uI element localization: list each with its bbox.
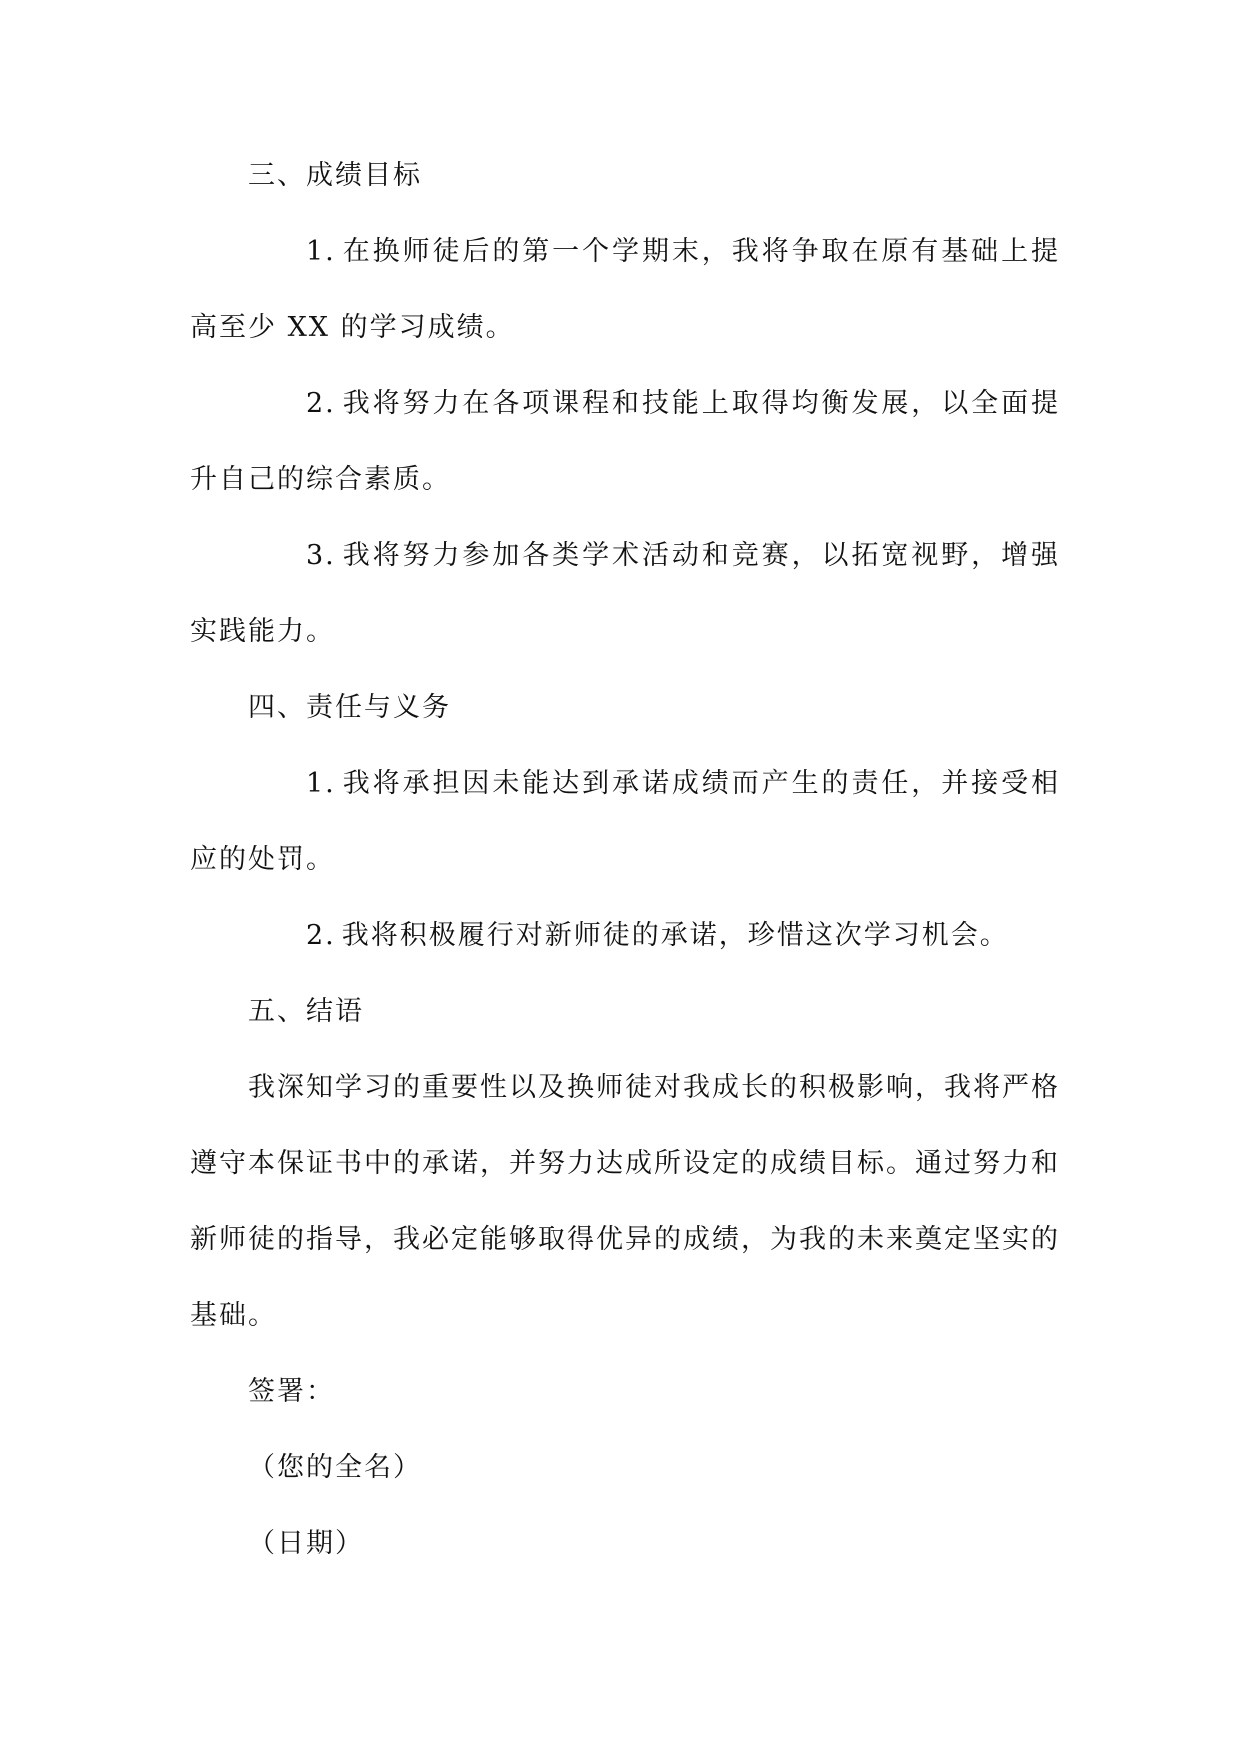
- item-text: 我将努力在各项课程和技能上取得均衡发展，以全面提升自己的综合素质。: [190, 388, 1060, 495]
- section-3-item-2: [190, 366, 1060, 518]
- signature-label: 签署：: [248, 1376, 335, 1407]
- item-number: 1.: [306, 236, 336, 267]
- item-number: 2.: [306, 388, 336, 419]
- section-4-item-2: [190, 898, 1060, 974]
- item-text: 我将承担因未能达到承诺成绩而产生的责任，并接受相应的处罚。: [190, 768, 1060, 875]
- item-number: 2.: [306, 920, 336, 951]
- section-5-heading: 五、结语: [248, 996, 364, 1027]
- item-text: 在换师徒后的第一个学期末，我将争取在原有基础上提高至少 XX 的学习成绩。: [190, 236, 1060, 343]
- name-placeholder: （您的全名）: [248, 1452, 422, 1483]
- item-number: 3.: [306, 540, 336, 571]
- document-body: [190, 138, 1060, 1582]
- item-text: 我将努力参加各类学术活动和竞赛，以拓宽视野，增强实践能力。: [190, 540, 1060, 647]
- date-placeholder: （日期）: [248, 1528, 364, 1559]
- item-number: 1.: [306, 768, 336, 799]
- section-4-item-1: [190, 746, 1060, 898]
- section-3-heading: 三、成绩目标: [248, 160, 422, 191]
- section-4-heading: 四、责任与义务: [248, 692, 451, 723]
- item-text: 我将积极履行对新师徒的承诺，珍惜这次学习机会。: [341, 920, 1009, 951]
- section-3-item-3: [190, 518, 1060, 670]
- conclusion-paragraph: 我深知学习的重要性以及换师徒对我成长的积极影响，我将严格遵守本保证书中的承诺，并努力达成所设定的成绩目标。通过努力和新师徒的指导，我必定能够取得优异的成绩，为我的未来奠定坚实的基础。: [190, 1072, 1060, 1331]
- section-3-item-1: [190, 214, 1060, 366]
